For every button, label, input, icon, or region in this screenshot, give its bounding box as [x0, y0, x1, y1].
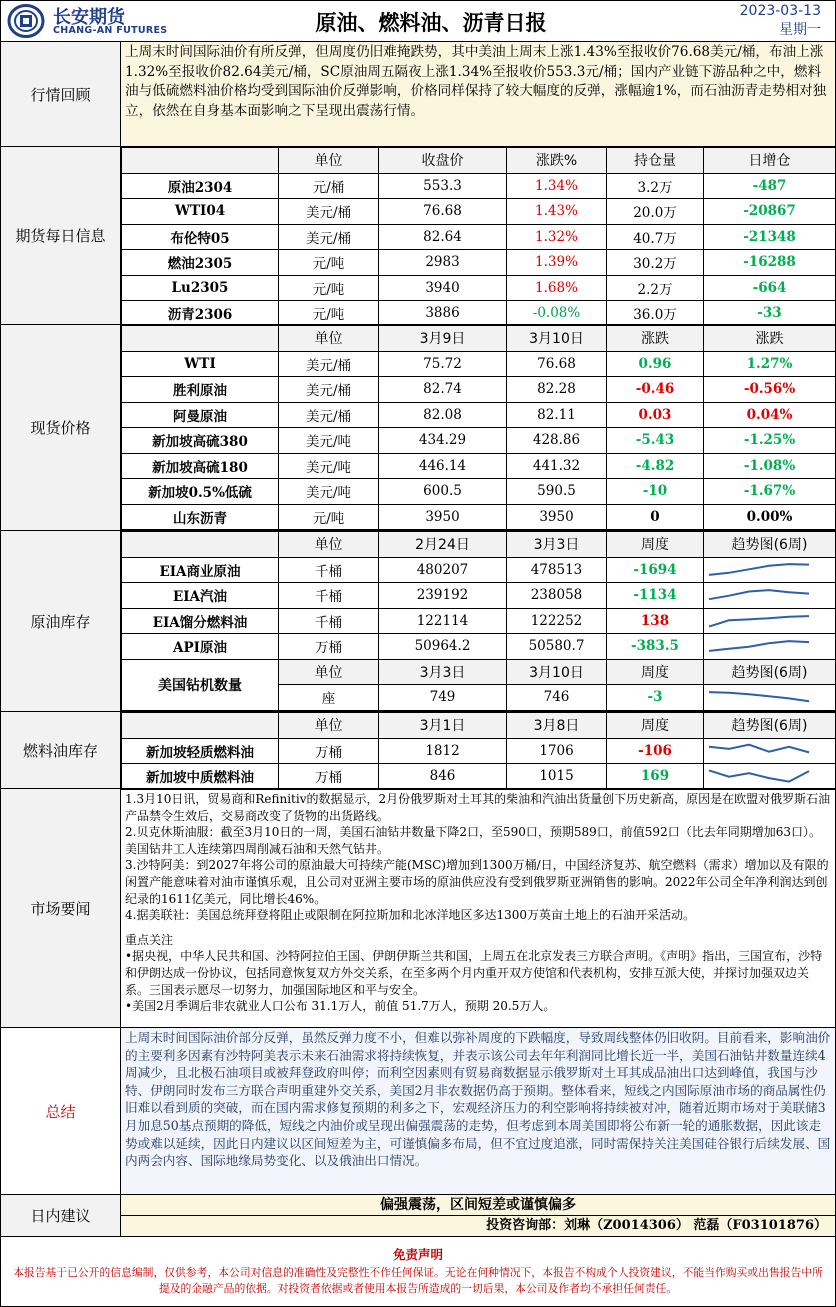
- value-cell: 50964.2: [379, 634, 507, 660]
- spot-name: 山东沥青: [122, 504, 279, 530]
- fuel-stock-table-wrap: [121, 712, 835, 788]
- changan-logo-icon: [7, 4, 45, 38]
- change-cell: 1.34%: [507, 173, 607, 199]
- fuel-stock-section: [1, 712, 835, 789]
- oi-cell: 20.0万: [607, 199, 704, 225]
- oi-change-cell: -664: [704, 275, 836, 301]
- sparkline-line: [709, 744, 809, 752]
- spot-name: 新加坡0.5%低硫: [122, 479, 279, 505]
- spot-label: 现货价格: [1, 325, 121, 530]
- news-item: 2.贝克休斯油服：截至3月10日的一周，美国石油钻井数量下降2口，至590口，预期589口，前值592口（比去年同期增加63口）。美国钻井工人连续第四周削减石油和天然气钻井。: [125, 825, 821, 856]
- summary-section: [1, 1028, 835, 1195]
- market-review-body: [121, 42, 835, 146]
- market-review-label: 行情回顾: [1, 42, 121, 146]
- header-cell: 3月9日: [379, 326, 507, 352]
- table-row: [122, 301, 836, 327]
- close-cell: 2983: [379, 250, 507, 276]
- report-header: [1, 1, 835, 42]
- unit-cell: 千桶: [279, 583, 379, 609]
- unit-cell: 元/桶: [279, 173, 379, 199]
- header-cell: 3月10日: [507, 326, 607, 352]
- header-cell: 涨跌: [607, 326, 704, 352]
- header-cell: 单位: [279, 532, 379, 558]
- sparkline-line: [709, 692, 809, 701]
- company-name-en: CHANG-AN FUTURES: [53, 25, 168, 36]
- value-cell: 122114: [379, 608, 507, 634]
- inventory-name: API原油: [122, 634, 279, 660]
- crude-stock-table: [121, 531, 836, 711]
- unit-cell: 千桶: [279, 608, 379, 634]
- value-cell: 480207: [379, 557, 507, 583]
- header-cell: 收盘价: [379, 148, 507, 174]
- header-cell: 涨跌: [704, 326, 836, 352]
- price-cell: 434.29: [379, 428, 507, 454]
- contract-name: 燃油2305: [122, 250, 279, 276]
- unit-cell: 美元/桶: [279, 224, 379, 250]
- oi-change-cell: -33: [704, 301, 836, 327]
- table-row: [122, 557, 836, 583]
- contract-name: WTI04: [122, 199, 279, 225]
- rig-count-name: 美国钻机数量: [122, 659, 279, 710]
- spot-name: 新加坡高硫380: [122, 428, 279, 454]
- value-cell: 746: [507, 685, 607, 711]
- spot-name: 新加坡高硫180: [122, 453, 279, 479]
- trend-sparkline-cell: [704, 685, 836, 711]
- close-cell: 76.68: [379, 199, 507, 225]
- header-cell: [122, 148, 279, 174]
- header-cell: 单位: [279, 659, 379, 685]
- inventory-name: 新加坡轻质燃料油: [122, 738, 279, 764]
- unit-cell: 元/吨: [279, 504, 379, 530]
- summary-text: 上周末时间国际油价部分反弹，虽然反弹力度不小，但难以弥补周度的下跌幅度，导致周线整体仍旧收阴。目前看来，影响油价的主要利多因素有沙特阿美表示未来石油需求将持续恢复，并表示该公司去年年利润同比增长近一半，美国石油钻井数量连续4周减少，且北极石油项目或被拜登政府叫停；而利空因素则有贸易商数据显示俄罗斯对土耳其成品油出口达到峰值，我国与沙特、伊朗同时发布三方联合声明重建外交关系，美国2月非农数据仍高于预期。整体看来，短线之内国际原油市场的商品属性仍旧难以看到质的突破，而在国内需求修复预期的利多之下，宏观经济压力的利空影响将持续被对冲，随着近期市场对于美联储3月加息50基点预期的降低，短线之内油价或呈现出偏强震荡的走势，但考虑到本周美国即将公布新一轮的通胀数据，因此该走势或难以延续，因此日内建议以区间短差为主，可谨慎偏多布局，但不宜过度追涨，同时需保持关注美国硅谷银行后续发展、国内两会内容、国际地缘局势变化、以及俄油出口情况。: [121, 1028, 835, 1194]
- news-item: 1.3月10日讯，贸易商和Refinitiv的数据显示，2月份俄罗斯对土耳其的柴油和汽油出货量创下历史新高，原因是在欧盟对俄罗斯石油产品禁令生效后，交易商改变了货物的出货路线。: [125, 792, 831, 823]
- header-cell: [122, 326, 279, 352]
- oi-change-cell: -20867: [704, 199, 836, 225]
- price-cell: 75.72: [379, 351, 507, 377]
- change-cell: -0.46: [607, 377, 704, 403]
- header-cell: 单位: [279, 148, 379, 174]
- unit-cell: 万桶: [279, 634, 379, 660]
- advice-body: [121, 1195, 835, 1236]
- value-cell: 749: [379, 685, 507, 711]
- trend-sparkline: [704, 766, 814, 786]
- weekly-change-cell: 169: [607, 764, 704, 790]
- trend-sparkline: [704, 585, 814, 605]
- change-cell: -0.08%: [507, 301, 607, 327]
- unit-cell: 元/吨: [279, 301, 379, 327]
- report-date-block: [740, 2, 821, 40]
- change-cell: 1.68%: [507, 275, 607, 301]
- header-cell: 趋势图(6周): [704, 659, 836, 685]
- table-row: [122, 351, 836, 377]
- change-cell: -5.43: [607, 428, 704, 454]
- advice-label: 日内建议: [1, 1195, 121, 1236]
- change-cell: 1.43%: [507, 199, 607, 225]
- company-name-cn: 长安期货: [53, 7, 125, 28]
- table-row: [122, 199, 836, 225]
- weekly-change-cell: -1694: [607, 557, 704, 583]
- news-body: [121, 789, 835, 1027]
- price-cell: 3950: [379, 504, 507, 530]
- news-item: 4.据美联社：美国总统拜登将阻止或限制在阿拉斯加和北冰洋地区多达1300万英亩土地上的石油开采活动。: [125, 908, 695, 923]
- header-cell: 周度: [607, 659, 704, 685]
- header-cell: 持仓量: [607, 148, 704, 174]
- close-cell: 3886: [379, 301, 507, 327]
- price-cell: 428.86: [507, 428, 607, 454]
- contract-name: 布伦特05: [122, 224, 279, 250]
- sparkline-line: [709, 564, 809, 575]
- value-cell: 1015: [507, 764, 607, 790]
- price-cell: 82.11: [507, 402, 607, 428]
- value-cell: 1706: [507, 738, 607, 764]
- header-cell: 3月3日: [379, 659, 507, 685]
- weekly-change-cell: -1134: [607, 583, 704, 609]
- header-cell: 单位: [279, 713, 379, 739]
- crude-header-row: [122, 532, 836, 558]
- trend-sparkline-cell: [704, 583, 836, 609]
- inventory-name: EIA汽油: [122, 583, 279, 609]
- close-cell: 82.64: [379, 224, 507, 250]
- pct-cell: 0.00%: [704, 504, 836, 530]
- unit-cell: 元/吨: [279, 275, 379, 301]
- weekly-change-cell: -106: [607, 738, 704, 764]
- table-row: [122, 608, 836, 634]
- pct-cell: -1.08%: [704, 453, 836, 479]
- fuel-header-row: [122, 713, 836, 739]
- price-cell: 600.5: [379, 479, 507, 505]
- contract-name: 沥青2306: [122, 301, 279, 327]
- unit-cell: 美元/桶: [279, 351, 379, 377]
- weekly-change-cell: 138: [607, 608, 704, 634]
- trend-sparkline: [704, 560, 814, 580]
- disclaimer: [1, 1239, 835, 1306]
- oi-cell: 2.2万: [607, 275, 704, 301]
- crude-stock-table-wrap: [121, 531, 835, 711]
- pct-cell: 0.04%: [704, 402, 836, 428]
- value-cell: 239192: [379, 583, 507, 609]
- unit-cell: 万桶: [279, 738, 379, 764]
- crude-stock-label: 原油库存: [1, 531, 121, 711]
- header-cell: 趋势图(6周): [704, 713, 836, 739]
- change-cell: 0.03: [607, 402, 704, 428]
- trend-sparkline-cell: [704, 557, 836, 583]
- close-cell: 553.3: [379, 173, 507, 199]
- report-weekday: 星期一: [779, 22, 821, 38]
- close-cell: 3940: [379, 275, 507, 301]
- sparkline-line: [709, 590, 809, 599]
- pct-cell: -1.25%: [704, 428, 836, 454]
- weekly-change-cell: -383.5: [607, 634, 704, 660]
- spot-name: 胜利原油: [122, 377, 279, 403]
- header-cell: [122, 532, 279, 558]
- header-cell: 3月3日: [507, 532, 607, 558]
- value-cell: 478513: [507, 557, 607, 583]
- news-item: 3.沙特阿美：到2027年将公司的原油最大可持续产能(MSC)增加到1300万桶/日，中国经济复苏、航空燃料（需求）增加以及有限的闲置产能意味着对油市谨慎乐观，且公司对亚洲主要市场的原油供应没有受到俄罗斯亚洲销售的影响。2022年公司全年净利润达到创纪录的1611亿美元，同比增长46%。: [125, 858, 829, 906]
- futures-table: [121, 147, 836, 327]
- table-row: [122, 428, 836, 454]
- pct-cell: 1.27%: [704, 351, 836, 377]
- value-cell: 238058: [507, 583, 607, 609]
- table-row: [122, 583, 836, 609]
- unit-cell: 座: [279, 685, 379, 711]
- table-row: [122, 453, 836, 479]
- inventory-name: 新加坡中质燃料油: [122, 764, 279, 790]
- futures-section: [1, 147, 835, 325]
- rig-header-row: [122, 659, 836, 685]
- price-cell: 82.28: [507, 377, 607, 403]
- unit-cell: 美元/吨: [279, 428, 379, 454]
- spot-name: 阿曼原油: [122, 402, 279, 428]
- trend-sparkline-cell: [704, 634, 836, 660]
- focus-title: 重点关注: [125, 932, 174, 947]
- table-row: [122, 479, 836, 505]
- change-cell: 1.32%: [507, 224, 607, 250]
- header-cell: 3月8日: [507, 713, 607, 739]
- report-title: 原油、燃料油、沥青日报: [315, 11, 547, 35]
- contract-name: Lu2305: [122, 275, 279, 301]
- header-cell: 3月1日: [379, 713, 507, 739]
- oi-change-cell: -16288: [704, 250, 836, 276]
- header-cell: 趋势图(6周): [704, 532, 836, 558]
- trend-sparkline-cell: [704, 764, 836, 790]
- price-cell: 82.74: [379, 377, 507, 403]
- sparkline-line: [709, 616, 809, 627]
- change-cell: -10: [607, 479, 704, 505]
- change-cell: -4.82: [607, 453, 704, 479]
- table-row: [122, 738, 836, 764]
- pct-cell: -0.56%: [704, 377, 836, 403]
- price-cell: 446.14: [379, 453, 507, 479]
- fuel-stock-table: [121, 712, 836, 790]
- inventory-name: EIA馏分燃料油: [122, 608, 279, 634]
- futures-header-row: [122, 148, 836, 174]
- header-cell: 2月24日: [379, 532, 507, 558]
- advice-section: [1, 1195, 835, 1237]
- news-list: [121, 789, 835, 1017]
- oi-cell: 3.2万: [607, 173, 704, 199]
- spot-table: [121, 325, 836, 530]
- header-cell: 日增仓: [704, 148, 836, 174]
- futures-label: 期货每日信息: [1, 147, 121, 324]
- news-section: [1, 789, 835, 1028]
- oi-cell: 40.7万: [607, 224, 704, 250]
- trend-sparkline: [704, 636, 814, 656]
- price-cell: 82.08: [379, 402, 507, 428]
- value-cell: 50580.7: [507, 634, 607, 660]
- trend-sparkline: [704, 687, 814, 707]
- table-row: [122, 173, 836, 199]
- oi-change-cell: -487: [704, 173, 836, 199]
- header-cell: [122, 713, 279, 739]
- weekly-change-cell: -3: [607, 685, 704, 711]
- price-cell: 76.68: [507, 351, 607, 377]
- value-cell: 846: [379, 764, 507, 790]
- market-review-section: [1, 42, 835, 147]
- table-row: [122, 224, 836, 250]
- header-cell: 涨跌%: [507, 148, 607, 174]
- table-row: [122, 275, 836, 301]
- spot-name: WTI: [122, 351, 279, 377]
- summary-label: 总结: [1, 1028, 121, 1194]
- value-cell: 122252: [507, 608, 607, 634]
- report-date: 2023-03-13: [739, 3, 821, 19]
- header-cell: 周度: [607, 532, 704, 558]
- price-cell: 590.5: [507, 479, 607, 505]
- focus-item: •据央视，中华人民共和国、沙特阿拉伯王国、伊朗伊斯兰共和国，上周五在北京发表三方联合声明。《声明》指出，三国宣布，沙特和伊朗达成一份协议，包括同意恢复双方外交关系，在至多两个月内重开双方使馆和代表机构，安排互派大使，并探讨加强双边关系。三国表示愿尽一切努力，加强国际地区和平与安全。: [125, 949, 823, 997]
- unit-cell: 万桶: [279, 764, 379, 790]
- unit-cell: 千桶: [279, 557, 379, 583]
- change-cell: 0.96: [607, 351, 704, 377]
- disclaimer-title: 免责声明: [392, 1247, 443, 1262]
- value-cell: 1812: [379, 738, 507, 764]
- advice-text: 偏强震荡，区间短差或谨慎偏多: [121, 1195, 835, 1216]
- futures-table-wrap: [121, 147, 835, 324]
- price-cell: 3950: [507, 504, 607, 530]
- spot-table-wrap: [121, 325, 835, 530]
- table-row: [122, 504, 836, 530]
- table-row: [122, 250, 836, 276]
- price-cell: 441.32: [507, 453, 607, 479]
- table-row: [122, 764, 836, 790]
- unit-cell: 元/吨: [279, 250, 379, 276]
- table-row: [122, 377, 836, 403]
- header-cell: 单位: [279, 326, 379, 352]
- trend-sparkline: [704, 741, 814, 761]
- unit-cell: 美元/吨: [279, 479, 379, 505]
- news-label: 市场要闻: [1, 789, 121, 1027]
- fuel-stock-label: 燃料油库存: [1, 712, 121, 788]
- oi-cell: 36.0万: [607, 301, 704, 327]
- inventory-name: EIA商业原油: [122, 557, 279, 583]
- disclaimer-text: 本报告基于已公开的信息编制，仅供参考，本公司对信息的准确性及完整性不作任何保证。无论在何种情况下，本报告不构成个人投资建议，不能当作购买或出售报告中所提及的金融产品的依据。对投资者依据或者使用本报告所造成的一切后果，本公司及作者均不承担任何责任。: [13, 1266, 823, 1295]
- contract-name: 原油2304: [122, 173, 279, 199]
- sparkline-line: [709, 771, 809, 782]
- table-row: [122, 634, 836, 660]
- unit-cell: 美元/桶: [279, 402, 379, 428]
- unit-cell: 美元/桶: [279, 377, 379, 403]
- change-cell: 1.39%: [507, 250, 607, 276]
- summary-body: [121, 1028, 835, 1194]
- trend-sparkline-cell: [704, 608, 836, 634]
- spot-header-row: [122, 326, 836, 352]
- market-review-text: 上周末时间国际油价有所反弹，但周度仍旧难掩跌势，其中美油上周末上涨1.43%至报收价76.68美元/桶，布油上涨1.32%至报收价82.64美元/桶，SC原油周五隔夜上涨1.34%至报收价553.3元/桶；国内产业链下游品种之中，燃料油与低硫燃料油价格均受到国际油价反弹影响，价格同样保持了较大幅度的反弹，涨幅逾1%，而石油沥青走势相对独立，依然在自身基本面影响之下呈现出震荡行情。: [125, 44, 827, 119]
- header-cell: 周度: [607, 713, 704, 739]
- trend-sparkline: [704, 611, 814, 631]
- header-cell: 3月10日: [507, 659, 607, 685]
- pct-cell: -1.67%: [704, 479, 836, 505]
- unit-cell: 美元/吨: [279, 453, 379, 479]
- table-row: [122, 402, 836, 428]
- crude-stock-section: [1, 531, 835, 712]
- spot-section: [1, 325, 835, 531]
- unit-cell: 美元/桶: [279, 199, 379, 225]
- oi-cell: 30.2万: [607, 250, 704, 276]
- trend-sparkline-cell: [704, 738, 836, 764]
- oi-change-cell: -21348: [704, 224, 836, 250]
- analyst-info: 投资咨询部：刘琳（Z0014306） 范磊（F03101876）: [121, 1216, 835, 1236]
- change-cell: 0: [607, 504, 704, 530]
- sparkline-line: [709, 641, 809, 651]
- focus-item: •美国2月季调后非农就业人口公布 31.1万人，前值 51.7万人，预期 20.5万人。: [125, 999, 556, 1014]
